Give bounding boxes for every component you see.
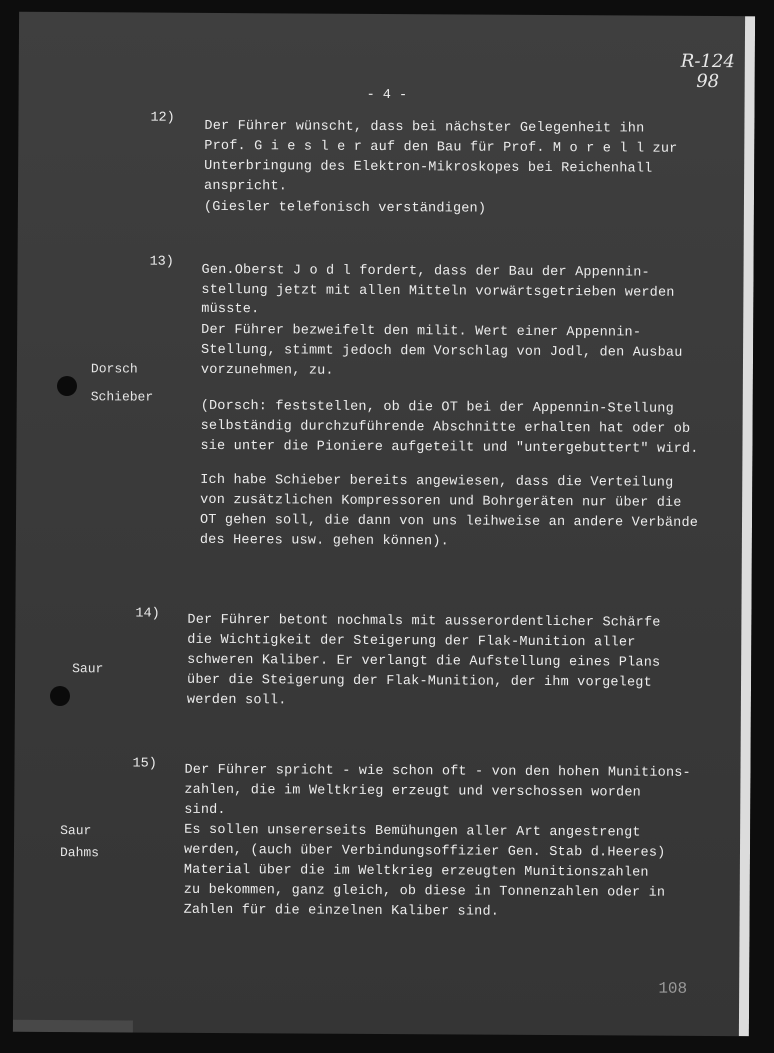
text-line: selbständig durchzuführende Abschnitte erhalten hat oder ob (200, 418, 691, 437)
item-number: 15) (132, 756, 157, 772)
text-line: werden, (auch über Verbindungsoffizier Gen. Stab d.Heeres) (183, 842, 666, 861)
text-line: Der Führer bezweifelt den milit. Wert einer Appennin- (201, 322, 642, 341)
text-line: (Dorsch: feststellen, ob die OT bei der Appennin-Stellung (200, 398, 674, 417)
side-label-saur: Saur (72, 661, 104, 677)
page-edge (739, 16, 755, 1036)
text-line: die Wichtigkeit der Steigerung der Flak-Munition aller (187, 632, 636, 651)
text-line: anspricht. (204, 178, 288, 195)
page-fold-shadow (13, 1020, 133, 1033)
text-line: Gen.Oberst J o d l fordert, dass der Bau der Appennin- (201, 262, 650, 281)
text-line: vorzunehmen, zu. (200, 362, 334, 379)
side-label-dahms: Dahms (59, 845, 100, 861)
side-label-schieber: Schieber (90, 389, 154, 405)
text-line: sind. (184, 802, 226, 819)
document-page (13, 12, 755, 1036)
item-number: 13) (149, 254, 174, 270)
text-line: müsste. (201, 301, 260, 318)
text-line: Ich habe Schieber bereits angewiesen, dass die Verteilung (200, 472, 674, 491)
text-line: Material über die im Weltkrieg erzeugten Munitionszahlen (183, 862, 649, 881)
archive-mark-line2: 98 (696, 70, 720, 93)
text-line: Stellung, stimmt jedoch dem Vorschlag von Jodl, den Ausbau (201, 342, 683, 361)
text-line: schweren Kaliber. Er verlangt die Aufstellung eines Plans (187, 652, 661, 671)
item-number: 14) (135, 606, 160, 622)
page-number: - 4 - (366, 87, 408, 104)
text-line: zahlen, die im Weltkrieg erzeugt und verschossen worden (184, 782, 641, 801)
text-line: Der Führer wünscht, dass bei nächster Gelegenheit ihn (204, 118, 645, 137)
archive-mark (681, 52, 735, 92)
text-line: OT gehen soll, die dann von uns leihweise an andere Verbände (199, 512, 699, 531)
side-label-dorsch: Dorsch (90, 361, 138, 377)
text-line: zu bekommen, ganz gleich, ob diese in Tonnenzahlen oder in (183, 882, 666, 901)
text-line: über die Steigerung der Flak-Munition, der ihm vorgelegt (186, 672, 652, 691)
text-line: von zusätzlichen Kompressoren und Bohrgeräten nur über die (200, 492, 682, 511)
text-line: Der Führer betont nochmals mit ausserordentlicher Schärfe (187, 612, 661, 631)
side-label-saur: Saur (60, 823, 92, 839)
text-line: werden soll. (186, 692, 287, 709)
text-line: Es sollen unsererseits Bemühungen aller Art angestrengt (184, 822, 641, 841)
punch-hole (50, 686, 70, 706)
text-line: Unterbringung des Elektron-Mikroskopes bei Reichenhall (204, 158, 653, 177)
text-line: stellung jetzt mit allen Mitteln vorwärtsgetrieben werden (201, 282, 675, 301)
punch-hole (57, 376, 77, 396)
text-line: Der Führer spricht - wie schon oft - von den hohen Munitions- (184, 762, 691, 781)
item-number: 12) (150, 110, 175, 126)
page-stamp: 108 (658, 979, 688, 998)
text-line: des Heeres usw. gehen können). (199, 532, 449, 550)
text-line: (Giesler telefonisch verständigen) (203, 199, 487, 217)
text-line: Prof. G i e s l e r auf den Bau für Prof. M o r e l l zur (204, 138, 678, 157)
archive-mark-line1: R-124 (680, 50, 735, 73)
text-line: sie unter die Pioniere aufgeteilt und "untergebuttert" wird. (200, 438, 699, 457)
text-line: Zahlen für die einzelnen Kaliber sind. (183, 902, 500, 920)
